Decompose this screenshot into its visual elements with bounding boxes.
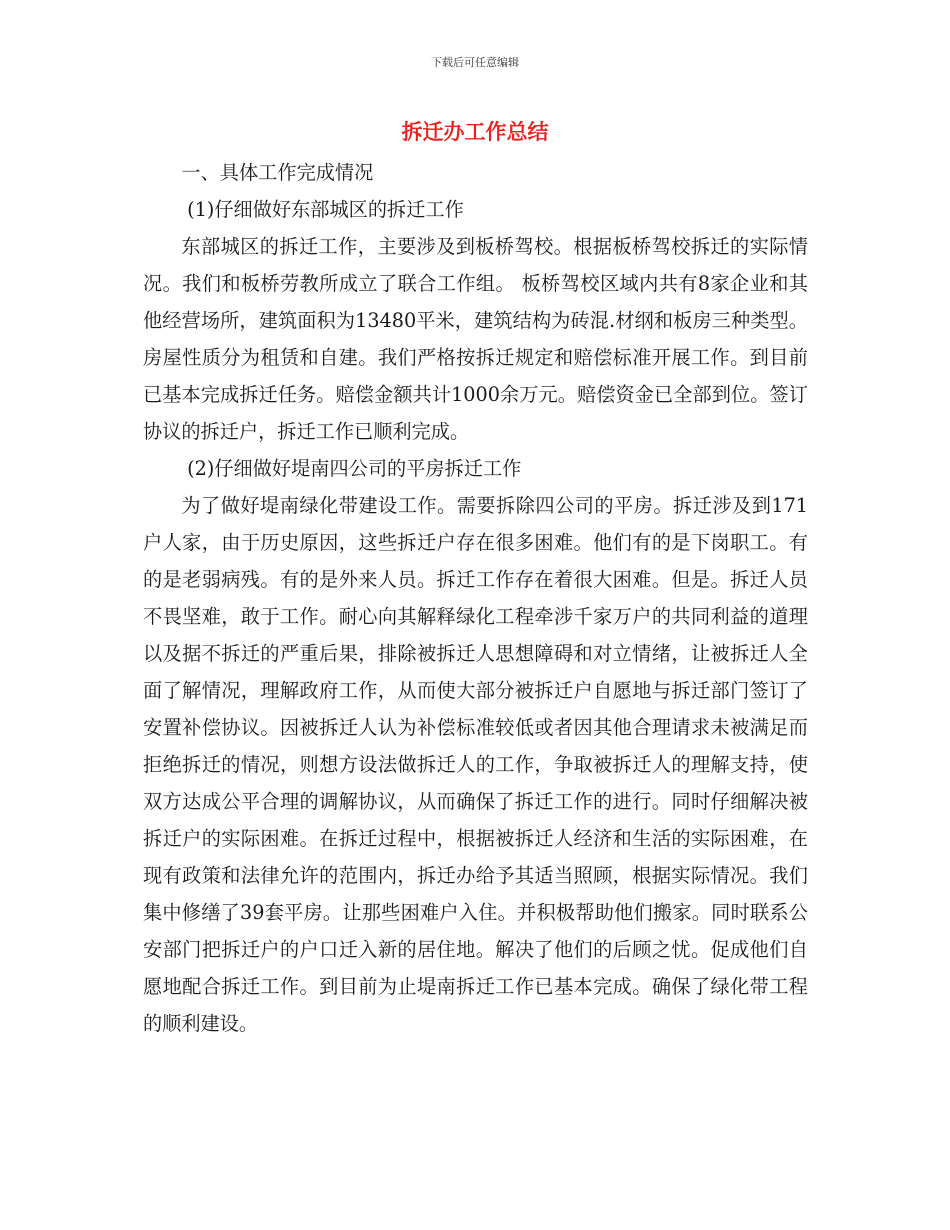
- subsection-heading-1: (1)仔细做好东部城区的拆迁工作: [187, 198, 464, 221]
- section-heading: 一、具体工作完成情况: [181, 161, 374, 184]
- paragraph-east-district: 东部城区的拆迁工作，主要涉及到板桥驾校。根据板桥驾校拆迁的实际情况。我们和板桥劳教所成立了联合工作组。 板桥驾校区域内共有8家企业和其他经营场所，建筑面积为13480平米，建筑结构为砖混.材纲和板房三种类型。房屋性质分为租赁和自建。我们严格按拆迁规定和赔偿标准开展工作。到目前已基本完成拆迁任务。赔偿金额共计1000余万元。赔偿资金已全部到位。签订协议的拆迁户，拆迁工作已顺利完成。: [143, 235, 808, 443]
- document-body: [143, 154, 808, 1042]
- paragraph-dinan-company: 为了做好堤南绿化带建设工作。需要拆除四公司的平房。拆迁涉及到171户人家，由于历史原因，这些拆迁户存在很多困难。他们有的是下岗职工。有的是老弱病残。有的是外来人员。拆迁工作存在着很大困难。但是。拆迁人员不畏坚难，敢于工作。耐心向其解释绿化工程牵涉千家万户的共同利益的道理以及据不拆迁的严重后果，排除被拆迁人思想障碍和对立情绪，让被拆迁人全面了解情况，理解政府工作，从而使大部分被拆迁户自愿地与拆迁部门签订了安置补偿协议。因被拆迁人认为补偿标准较低或者因其他合理请求未被满足而拒绝拆迁的情况，则想方设法做拆迁人的工作，争取被拆迁人的理解支持，使双方达成公平合理的调解协议，从而确保了拆迁工作的进行。同时仔细解决被拆迁户的实际困难。在拆迁过程中，根据被拆迁人经济和生活的实际困难，在现有政策和法律允许的范围内，拆迁办给予其适当照顾，根据实际情况。我们集中修缮了39套平房。让那些困难户入住。并积极帮助他们搬家。同时联系公安部门把拆迁户的户口迁入新的居住地。解决了他们的后顾之忧。促成他们自愿地配合拆迁工作。到目前为止堤南拆迁工作已基本完成。确保了绿化带工程的顺利建设。: [143, 494, 808, 1035]
- document-title: 拆迁办工作总结: [401, 120, 549, 144]
- subsection-heading-2: (2)仔细做好堤南四公司的平房拆迁工作: [187, 457, 522, 480]
- page-header-note: 下载后可任意编辑: [431, 56, 519, 69]
